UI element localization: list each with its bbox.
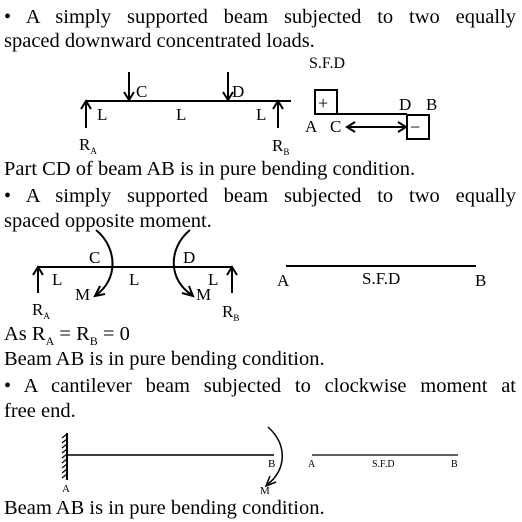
span-right-label: L — [256, 105, 267, 124]
sfd1-minus-sign: − — [410, 117, 421, 137]
section2-heading-line2: spaced opposite moment. — [4, 210, 212, 232]
load-c-label: C — [136, 82, 148, 101]
bullet-icon: • — [4, 6, 12, 28]
bullet-icon: • — [4, 185, 12, 207]
span-left-label: L — [52, 270, 63, 289]
sfd1-label-b: B — [426, 95, 438, 114]
section2-equation: As $R_A = R_B = 0$ — [4, 323, 130, 349]
sfd3-label-a: A — [308, 459, 316, 470]
moment-left-label: M — [75, 285, 91, 304]
sfd1-label-a: A — [305, 117, 318, 136]
span-left-label: L — [97, 105, 108, 124]
reaction-b-label: $R_B$ — [222, 302, 240, 323]
load-d-label: D — [232, 82, 245, 101]
sfd1-label-c: C — [330, 117, 342, 136]
section3-heading-line2: free end. — [4, 400, 76, 422]
span-mid-label: L — [176, 105, 187, 124]
label-a: A — [62, 483, 70, 495]
reaction-a-label: $R_A$ — [32, 300, 50, 321]
label-b: B — [268, 458, 276, 470]
reaction-b-label: $R_B$ — [272, 136, 290, 157]
sfd2-label-a: A — [277, 271, 290, 290]
bullet-icon: • — [4, 375, 12, 397]
sfd3-label-b: B — [451, 459, 458, 470]
span-right-label: L — [208, 270, 219, 289]
point-c-label: C — [89, 248, 101, 267]
sfd1-title: S.F.D — [309, 55, 346, 72]
sfd1-label-d: D — [399, 95, 412, 114]
section1-heading-text: A simply supported beam subjected to two equally — [25, 6, 516, 28]
span-mid-label: L — [129, 270, 140, 289]
reaction-a-label: $R_A$ — [79, 135, 97, 156]
sfd3-title: S.F.D — [372, 459, 395, 470]
section3-conclusion: Beam AB is in pure bending condition. — [4, 497, 325, 519]
section2-heading-text: A simply supported beam subjected to two equally — [25, 185, 516, 207]
moment-right-label: M — [196, 285, 212, 304]
section1-conclusion: Part CD of beam AB is in pure bending condition. — [4, 158, 416, 180]
section1-heading-line2: spaced downward concentrated loads. — [4, 30, 315, 52]
section2-conclusion: Beam AB is in pure bending condition. — [4, 348, 325, 370]
section3-heading-text: A cantilever beam subjected to clockwise moment at — [23, 375, 516, 397]
sfd2-title: S.F.D — [362, 269, 401, 288]
sfd2-label-b: B — [475, 271, 487, 290]
point-d-label: D — [183, 248, 196, 267]
moment-label: M — [260, 485, 270, 497]
sfd1-plus-sign: + — [318, 93, 329, 113]
